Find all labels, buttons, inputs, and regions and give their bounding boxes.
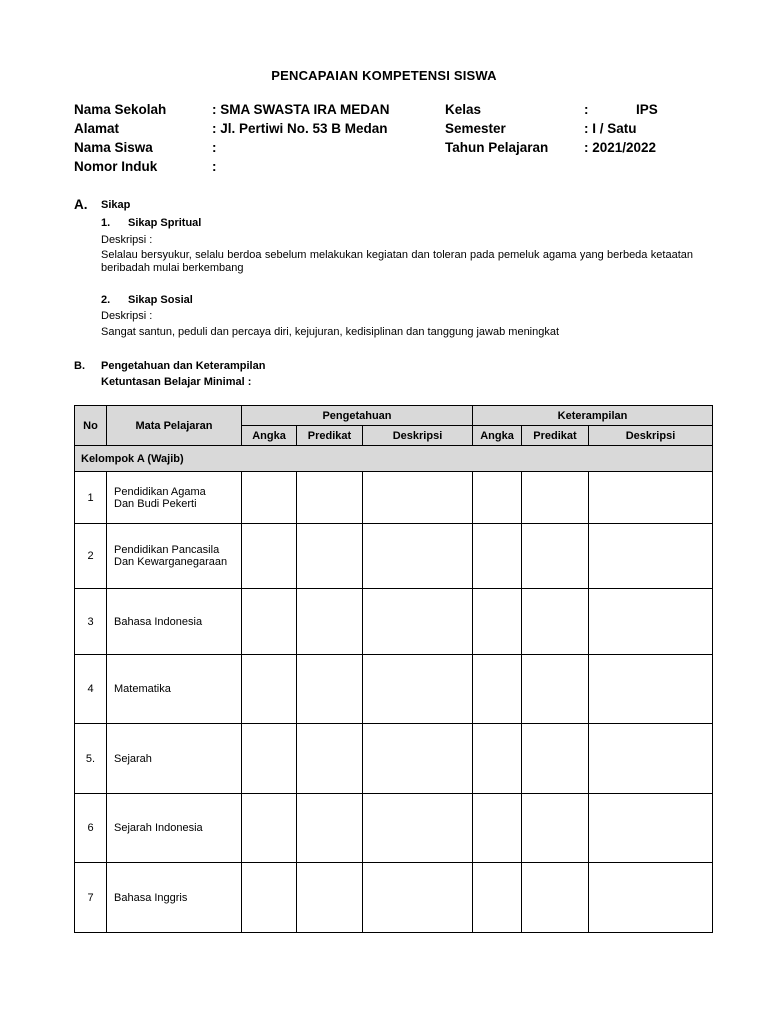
skills-predicate-cell bbox=[522, 794, 589, 863]
knowledge-description-cell bbox=[363, 655, 473, 724]
subject-line: Sejarah Indonesia bbox=[114, 822, 203, 834]
knowledge-description-cell bbox=[363, 524, 473, 589]
class-value: IPS bbox=[636, 102, 658, 117]
skills-score-cell bbox=[473, 524, 522, 589]
skills-predicate-cell bbox=[522, 472, 589, 524]
class-colon: : bbox=[584, 102, 589, 117]
subject-line: Dan Kewarganegaraan bbox=[114, 556, 228, 568]
subject-line: Bahasa Inggris bbox=[114, 891, 188, 904]
subject-name bbox=[107, 794, 242, 863]
skills-description-cell bbox=[589, 863, 713, 933]
knowledge-score-cell bbox=[242, 794, 297, 863]
social-desc-label: Deskripsi : bbox=[101, 310, 153, 322]
semester-label: Semester bbox=[445, 121, 506, 136]
knowledge-description-cell bbox=[363, 472, 473, 524]
table-row bbox=[75, 524, 713, 589]
table-row bbox=[75, 472, 713, 524]
social-title: Sikap Sosial bbox=[128, 294, 193, 306]
spiritual-desc-label: Deskripsi : bbox=[101, 234, 153, 246]
knowledge-score-cell bbox=[242, 655, 297, 724]
row-number: 6 bbox=[75, 794, 107, 863]
table-row bbox=[75, 655, 713, 724]
subject-name bbox=[107, 863, 242, 933]
section-a-title: Sikap bbox=[101, 199, 131, 211]
skills-score-cell bbox=[473, 472, 522, 524]
subject-name bbox=[107, 724, 242, 794]
subject-line: Sejarah bbox=[114, 752, 152, 765]
class-label: Kelas bbox=[445, 102, 482, 117]
skills-description-cell bbox=[589, 655, 713, 724]
subject-name bbox=[107, 655, 242, 724]
group-a-row: Kelompok A (Wajib) bbox=[75, 446, 713, 472]
student-name-value: : bbox=[212, 140, 217, 155]
subject-line: Matematika bbox=[114, 683, 171, 695]
header-knowledge-predicate: Predikat bbox=[297, 426, 363, 446]
skills-predicate-cell bbox=[522, 724, 589, 794]
subject-line: Pendidikan Pancasila bbox=[114, 544, 220, 556]
subject-name bbox=[107, 589, 242, 655]
table-row bbox=[75, 863, 713, 933]
address-label: Alamat bbox=[74, 121, 120, 136]
header-skills-description: Deskripsi bbox=[589, 426, 713, 446]
row-number: 4 bbox=[75, 655, 107, 724]
section-a-letter: A. bbox=[74, 197, 88, 212]
skills-score-cell bbox=[473, 794, 522, 863]
row-number: 3 bbox=[75, 589, 107, 655]
knowledge-score-cell bbox=[242, 524, 297, 589]
social-number: 2. bbox=[101, 294, 111, 306]
header-subject: Mata Pelajaran bbox=[107, 406, 242, 446]
school-label: Nama Sekolah bbox=[74, 102, 167, 117]
spiritual-number: 1. bbox=[101, 217, 111, 229]
table-row bbox=[75, 589, 713, 655]
subject-name bbox=[107, 472, 242, 524]
skills-description-cell bbox=[589, 794, 713, 863]
student-name-label: Nama Siswa bbox=[74, 140, 153, 155]
skills-predicate-cell bbox=[522, 589, 589, 655]
skills-score-cell bbox=[473, 724, 522, 794]
header-skills-score: Angka bbox=[473, 426, 522, 446]
knowledge-predicate-cell bbox=[297, 863, 363, 933]
knowledge-score-cell bbox=[242, 863, 297, 933]
knowledge-predicate-cell bbox=[297, 589, 363, 655]
spiritual-title: Sikap Spritual bbox=[128, 217, 202, 229]
skills-predicate-cell bbox=[522, 655, 589, 724]
academic-year-label: Tahun Pelajaran bbox=[445, 140, 549, 155]
knowledge-description-cell bbox=[363, 724, 473, 794]
skills-score-cell bbox=[473, 589, 522, 655]
knowledge-description-cell bbox=[363, 863, 473, 933]
semester-value: : I / Satu bbox=[584, 121, 637, 136]
knowledge-description-cell bbox=[363, 589, 473, 655]
skills-predicate-cell bbox=[522, 863, 589, 933]
section-b-title: Pengetahuan dan Keterampilan bbox=[101, 360, 266, 372]
school-value: : SMA SWASTA IRA MEDAN bbox=[212, 102, 390, 117]
row-number: 1 bbox=[75, 472, 107, 524]
social-desc-text: Sangat santun, peduli dan percaya diri, kejujuran, kedisiplinan dan tanggung jawab meningkat bbox=[101, 326, 560, 338]
knowledge-score-cell bbox=[242, 724, 297, 794]
spiritual-desc-text: Selalau bersyukur, selalu berdoa sebelum melakukan kegiatan dan toleran pada pemeluk agama yang berbeda ketaatan beribadah mulai berkembang bbox=[101, 249, 693, 274]
skills-score-cell bbox=[473, 655, 522, 724]
skills-description-cell bbox=[589, 724, 713, 794]
skills-predicate-cell bbox=[522, 524, 589, 589]
skills-score-cell bbox=[473, 863, 522, 933]
address-value: : Jl. Pertiwi No. 53 B Medan bbox=[212, 121, 388, 136]
header-knowledge: Pengetahuan bbox=[242, 406, 473, 426]
table-row bbox=[75, 724, 713, 794]
knowledge-score-cell bbox=[242, 589, 297, 655]
subject-line: Dan Budi Pekerti bbox=[114, 497, 197, 510]
row-number: 2 bbox=[75, 524, 107, 589]
knowledge-predicate-cell bbox=[297, 655, 363, 724]
grades-table bbox=[74, 405, 713, 933]
subject-name bbox=[107, 524, 242, 589]
knowledge-description-cell bbox=[363, 794, 473, 863]
table-row bbox=[75, 794, 713, 863]
header-no: No bbox=[75, 406, 107, 446]
academic-year-value: : 2021/2022 bbox=[584, 140, 657, 155]
knowledge-predicate-cell bbox=[297, 524, 363, 589]
skills-description-cell bbox=[589, 589, 713, 655]
header-skills: Keterampilan bbox=[473, 406, 713, 426]
knowledge-predicate-cell bbox=[297, 472, 363, 524]
skills-description-cell bbox=[589, 472, 713, 524]
document-title: PENCAPAIAN KOMPETENSI SISWA bbox=[271, 68, 497, 83]
knowledge-predicate-cell bbox=[297, 724, 363, 794]
skills-description-cell bbox=[589, 524, 713, 589]
student-id-value: : bbox=[212, 159, 217, 174]
knowledge-predicate-cell bbox=[297, 794, 363, 863]
header-knowledge-description: Deskripsi bbox=[363, 426, 473, 446]
student-id-label: Nomor Induk bbox=[74, 159, 158, 174]
header-knowledge-score: Angka bbox=[242, 426, 297, 446]
row-number: 5. bbox=[75, 724, 107, 794]
knowledge-score-cell bbox=[242, 472, 297, 524]
section-b-subtitle: Ketuntasan Belajar Minimal : bbox=[101, 376, 252, 388]
section-b-letter: B. bbox=[74, 360, 85, 372]
subject-line: Pendidikan Agama bbox=[114, 485, 206, 498]
header-skills-predicate: Predikat bbox=[522, 426, 589, 446]
row-number: 7 bbox=[75, 863, 107, 933]
subject-line: Bahasa Indonesia bbox=[114, 615, 203, 628]
